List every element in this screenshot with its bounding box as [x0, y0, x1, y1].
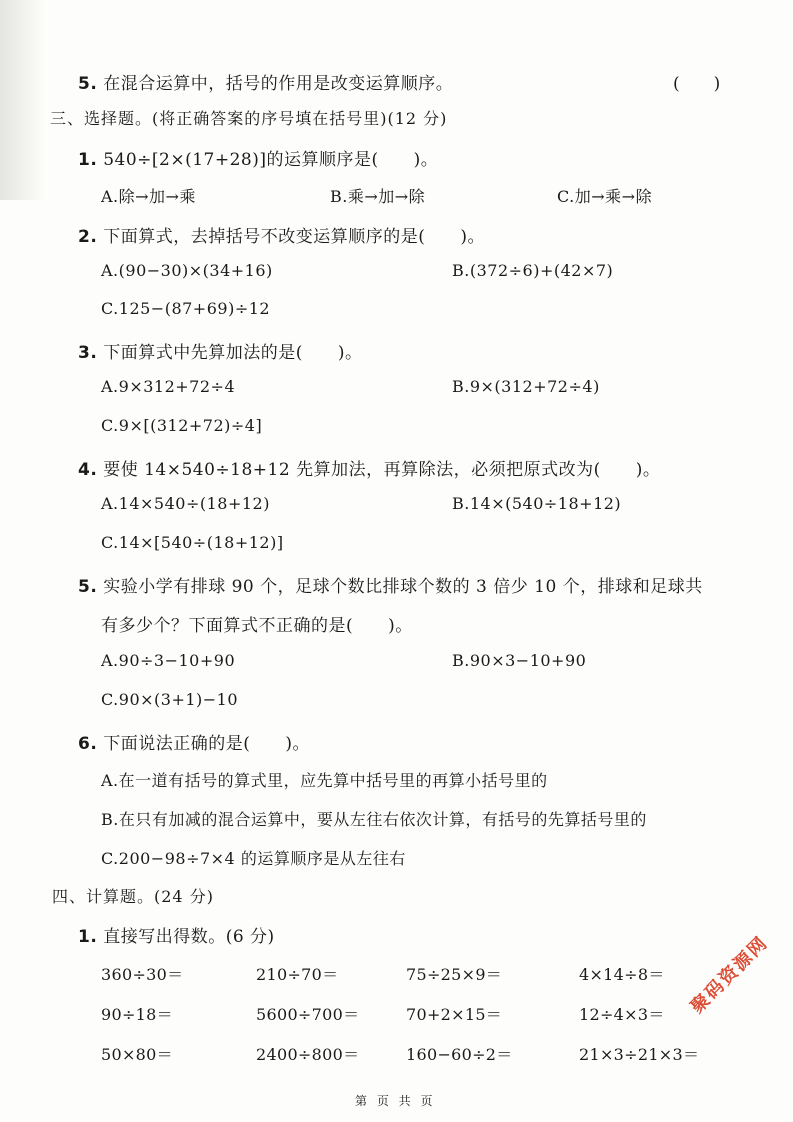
question-2: [78, 222, 485, 247]
question-6: [78, 729, 310, 754]
calc-r2-c3: 70+2×15＝: [406, 1005, 503, 1024]
option-a[interactable]: A.9×312+72÷4: [101, 377, 236, 396]
option-a[interactable]: A.(90−30)×(34+16): [101, 261, 273, 280]
question-number: 5.: [78, 577, 98, 597]
question-1: [78, 145, 438, 170]
option-b[interactable]: B.9×(312+72÷4): [452, 377, 600, 396]
question-5: [78, 572, 703, 597]
question-3: [78, 338, 362, 363]
option-b[interactable]: B.乘→加→除: [330, 187, 426, 206]
calc-r3-c2: 2400÷800＝: [256, 1045, 360, 1064]
watermark-stamp: 聚码资源网: [686, 932, 773, 1018]
question-text: 540÷[2×(17+28)]的运算顺序是( )。: [103, 150, 439, 170]
calc-r3-c4: 21×3÷21×3＝: [579, 1045, 700, 1064]
question-text: 下面算式中先算加法的是( )。: [103, 343, 363, 363]
question-number: 4.: [78, 460, 98, 480]
calc-r1-c2: 210÷70＝: [256, 965, 339, 984]
option-a[interactable]: A.除→加→乘: [101, 187, 196, 206]
section-4-title: 四、计算题。(24 分): [52, 887, 214, 906]
question-4: [78, 455, 660, 480]
calc-r1-c3: 75÷25×9＝: [406, 965, 503, 984]
question-text: 下面说法正确的是( )。: [103, 734, 310, 754]
calc-r2-c1: 90÷18＝: [101, 1005, 173, 1024]
answer-paren[interactable]: ( ): [673, 74, 721, 94]
item-text: 在混合运算中，括号的作用是改变运算顺序。: [103, 74, 454, 94]
option-a[interactable]: A.90÷3−10+90: [101, 651, 236, 670]
calc-r2-c2: 5600÷700＝: [256, 1005, 360, 1024]
question-number: 6.: [78, 734, 98, 754]
question-number: 3.: [78, 343, 98, 363]
option-c[interactable]: C.加→乘→除: [557, 187, 653, 206]
calc-r2-c4: 12÷4×3＝: [579, 1005, 665, 1024]
option-b[interactable]: B.在只有加减的混合运算中，要从左往右依次计算，有括号的先算括号里的: [101, 810, 647, 829]
question-text-line-2: 有多少个？下面算式不正确的是( )。: [101, 616, 413, 636]
calc-r1-c1: 360÷30＝: [101, 965, 184, 984]
calc-r1-c4: 4×14÷8＝: [579, 965, 665, 984]
option-c[interactable]: C.9×[(312+72)÷4]: [101, 416, 263, 435]
option-b[interactable]: B.(372÷6)+(42×7): [452, 261, 614, 280]
question-number: 2.: [78, 227, 98, 247]
question-number: 1.: [78, 150, 98, 170]
calc-r3-c3: 160−60÷2＝: [406, 1045, 513, 1064]
subsection-1: [78, 922, 275, 947]
judge-item-5: [78, 69, 453, 94]
option-c[interactable]: C.90×(3+1)−10: [101, 690, 239, 709]
section-3-title: 三、选择题。(将正确答案的序号填在括号里)(12 分): [50, 109, 448, 128]
question-text: 下面算式，去掉括号不改变运算顺序的是( )。: [103, 227, 485, 247]
option-a[interactable]: A.在一道有括号的算式里，应先算中括号里的再算小括号里的: [101, 771, 548, 790]
option-b[interactable]: B.14×(540÷18+12): [452, 494, 622, 513]
option-c[interactable]: C.125−(87+69)÷12: [101, 299, 271, 318]
item-number: 5.: [78, 74, 98, 94]
calc-r3-c1: 50×80＝: [101, 1045, 173, 1064]
page-footer: 第 页 共 页: [355, 1094, 436, 1108]
option-b[interactable]: B.90×3−10+90: [452, 651, 587, 670]
question-text: 要使 14×540÷18+12 先算加法，再算除法，必须把原式改为( )。: [103, 460, 661, 480]
question-text-line-1: 实验小学有排球 90 个，足球个数比排球个数的 3 倍少 10 个，排球和足球共: [103, 577, 703, 597]
subsection-text: 直接写出得数。(6 分): [103, 927, 275, 947]
option-c[interactable]: C.200−98÷7×4 的运算顺序是从左往右: [101, 849, 406, 868]
option-c[interactable]: C.14×[540÷(18+12)]: [101, 533, 284, 552]
page-edge-shadow: [0, 0, 46, 200]
subsection-number: 1.: [78, 927, 98, 947]
option-a[interactable]: A.14×540÷(18+12): [101, 494, 270, 513]
